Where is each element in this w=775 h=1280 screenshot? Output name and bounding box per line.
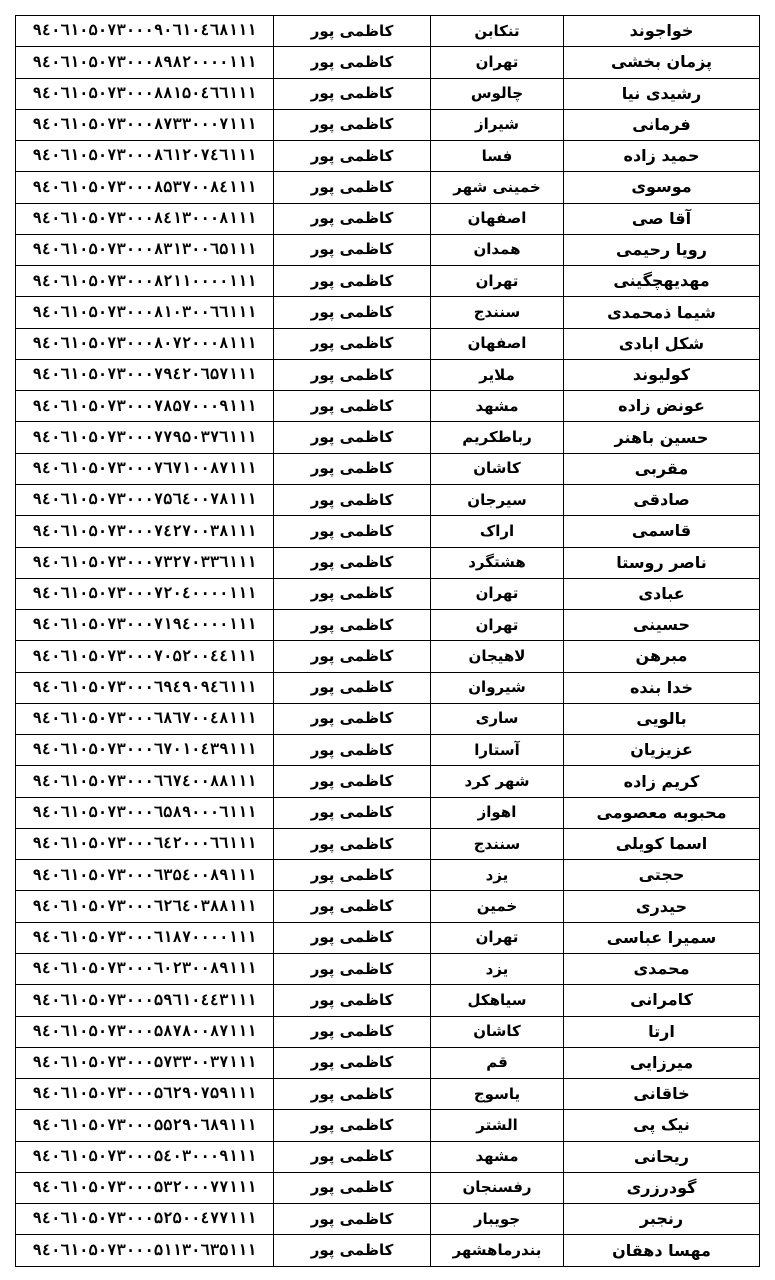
code-number-cell: ۹٤۰٦۱۰۵۰۷۳۰۰۰٦۲٦٤۰۳۸۸۱۱۱	[16, 891, 274, 922]
surname-cell: کاظمی پور	[274, 1172, 431, 1203]
table-row	[16, 203, 760, 234]
city-cell: همدان	[431, 234, 564, 265]
surname-cell: کاظمی پور	[274, 703, 431, 734]
surname-cell: کاظمی پور	[274, 1047, 431, 1078]
table-row	[16, 453, 760, 484]
code-number-cell: ۹٤۰٦۱۰۵۰۷۳۰۰۰۷۳۲۷۰۳۳٦۱۱۱	[16, 547, 274, 578]
city-cell: شیروان	[431, 672, 564, 703]
city-cell: تهران	[431, 266, 564, 297]
city-cell: تهران	[431, 578, 564, 609]
table-row	[16, 578, 760, 609]
surname-cell: کاظمی پور	[274, 109, 431, 140]
code-number-cell: ۹٤۰٦۱۰۵۰۷۳۰۰۰۸۹۸۲۰۰۰۰۱۱۱	[16, 47, 274, 78]
code-number-cell: ۹٤۰٦۱۰۵۰۷۳۰۰۰۸٤۱۳۰۰۰۸۱۱۱	[16, 203, 274, 234]
person-name-cell: محمدی	[564, 953, 760, 984]
city-cell: کاشان	[431, 1016, 564, 1047]
person-name-cell: مهسا دهقان	[564, 1235, 760, 1267]
code-number-cell: ۹٤۰٦۱۰۵۰۷۳۰۰۰۸٦۱۲۰۷٤٦۱۱۱	[16, 141, 274, 172]
person-name-cell: رویا رحیمی	[564, 234, 760, 265]
person-name-cell: عزیزیان	[564, 735, 760, 766]
city-cell: اصفهان	[431, 203, 564, 234]
code-number-cell: ۹٤۰٦۱۰۵۰۷۳۰۰۰٦۰۲۳۰۰۸۹۱۱۱	[16, 953, 274, 984]
surname-cell: کاظمی پور	[274, 78, 431, 109]
table-row	[16, 234, 760, 265]
city-cell: کاشان	[431, 453, 564, 484]
table-row	[16, 766, 760, 797]
person-name-cell: ارتا	[564, 1016, 760, 1047]
person-name-cell: رنجبر	[564, 1204, 760, 1235]
table-row	[16, 922, 760, 953]
surname-cell: کاظمی پور	[274, 297, 431, 328]
surname-cell: کاظمی پور	[274, 453, 431, 484]
table-row	[16, 547, 760, 578]
table-row	[16, 1235, 760, 1267]
surname-cell: کاظمی پور	[274, 1016, 431, 1047]
table-row	[16, 891, 760, 922]
surname-cell: کاظمی پور	[274, 828, 431, 859]
table-row	[16, 328, 760, 359]
person-name-cell: نیک پی	[564, 1110, 760, 1141]
surname-cell: کاظمی پور	[274, 484, 431, 515]
code-number-cell: ۹٤۰٦۱۰۵۰۷۳۰۰۰۷۹٤۲۰٦۵۷۱۱۱	[16, 359, 274, 390]
person-name-cell: عبادی	[564, 578, 760, 609]
person-name-cell: حجتی	[564, 860, 760, 891]
surname-cell: کاظمی پور	[274, 1204, 431, 1235]
person-name-cell: حسینی	[564, 610, 760, 641]
person-name-cell: ناصر روستا	[564, 547, 760, 578]
person-name-cell: قاسمی	[564, 516, 760, 547]
code-number-cell: ۹٤۰٦۱۰۵۰۷۳۰۰۰۸۰۷۲۰۰۰۸۱۱۱	[16, 328, 274, 359]
city-cell: آستارا	[431, 735, 564, 766]
city-cell: سیرجان	[431, 484, 564, 515]
surname-cell: کاظمی پور	[274, 359, 431, 390]
table-row	[16, 672, 760, 703]
city-cell: مشهد	[431, 391, 564, 422]
code-number-cell: ۹٤۰٦۱۰۵۰۷۳۰۰۰۵٤۰۳۰۰۰۹۱۱۱	[16, 1141, 274, 1172]
person-name-cell: فرمانی	[564, 109, 760, 140]
code-number-cell: ۹٤۰٦۱۰۵۰۷۳۰۰۰۵۵۲۹۰٦۸۹۱۱۱	[16, 1110, 274, 1141]
person-name-cell: حسین باهنر	[564, 422, 760, 453]
table-row	[16, 797, 760, 828]
code-number-cell: ۹٤۰٦۱۰۵۰۷۳۰۰۰۸۳۱۳۰۰٦۵۱۱۱	[16, 234, 274, 265]
code-number-cell: ۹٤۰٦۱۰۵۰۷۳۰۰۰۵۹٦۱۰٤٤۳۱۱۱	[16, 985, 274, 1016]
table-row	[16, 109, 760, 140]
person-name-cell: حیدری	[564, 891, 760, 922]
person-name-cell: کریم زاده	[564, 766, 760, 797]
city-cell: رفسنجان	[431, 1172, 564, 1203]
city-cell: ساری	[431, 703, 564, 734]
table-row	[16, 391, 760, 422]
table-row	[16, 953, 760, 984]
table-row	[16, 16, 760, 47]
table-row	[16, 860, 760, 891]
code-number-cell: ۹٤۰٦۱۰۵۰۷۳۰۰۰۷۱۹٤۰۰۰۰۱۱۱	[16, 610, 274, 641]
table-row	[16, 1016, 760, 1047]
city-cell: سنندج	[431, 297, 564, 328]
surname-cell: کاظمی پور	[274, 1110, 431, 1141]
code-number-cell: ۹٤۰٦۱۰۵۰۷۳۰۰۰۸۷۳۳۰۰۰۷۱۱۱	[16, 109, 274, 140]
code-number-cell: ۹٤۰٦۱۰۵۰۷۳۰۰۰۷۸۵۷۰۰۰۹۱۱۱	[16, 391, 274, 422]
surname-cell: کاظمی پور	[274, 328, 431, 359]
surname-cell: کاظمی پور	[274, 16, 431, 47]
table-row	[16, 359, 760, 390]
person-name-cell: اسما کویلی	[564, 828, 760, 859]
surname-cell: کاظمی پور	[274, 641, 431, 672]
code-number-cell: ۹٤۰٦۱۰۵۰۷۳۰۰۰٦۵۸۹۰۰۰٦۱۱۱	[16, 797, 274, 828]
code-number-cell: ۹٤۰٦۱۰۵۰۷۳۰۰۰۷٤۲۷۰۰۳۸۱۱۱	[16, 516, 274, 547]
city-cell: یزد	[431, 860, 564, 891]
person-name-cell: مقربی	[564, 453, 760, 484]
table-row	[16, 610, 760, 641]
person-name-cell: میرزایی	[564, 1047, 760, 1078]
table-row	[16, 78, 760, 109]
table-row	[16, 484, 760, 515]
person-name-cell: حمید زاده	[564, 141, 760, 172]
code-number-cell: ۹٤۰٦۱۰۵۰۷۳۰۰۰۸۱۰۳۰۰٦٦۱۱۱	[16, 297, 274, 328]
city-cell: اراک	[431, 516, 564, 547]
code-number-cell: ۹٤۰٦۱۰۵۰۷۳۰۰۰۷۰۵۲۰۰٤٤۱۱۱	[16, 641, 274, 672]
code-number-cell: ۹٤۰٦۱۰۵۰۷۳۰۰۰٦۷۰۱۰٤۳۹۱۱۱	[16, 735, 274, 766]
table-row	[16, 1204, 760, 1235]
city-cell: ملایر	[431, 359, 564, 390]
city-cell: هشتگرد	[431, 547, 564, 578]
city-cell: مشهد	[431, 1141, 564, 1172]
surname-cell: کاظمی پور	[274, 860, 431, 891]
code-number-cell: ۹٤۰٦۱۰۵۰۷۳۰۰۰۷۲۰٤۰۰۰۰۱۱۱	[16, 578, 274, 609]
surname-cell: کاظمی پور	[274, 735, 431, 766]
code-number-cell: ۹٤۰٦۱۰۵۰۷۳۰۰۰۵٦۲۹۰۷۵۹۱۱۱	[16, 1079, 274, 1110]
city-cell: چالوس	[431, 78, 564, 109]
person-name-cell: خدا بنده	[564, 672, 760, 703]
code-number-cell: ۹٤۰٦۱۰۵۰۷۳۰۰۰۸۵۳۷۰۰۸٤۱۱۱	[16, 172, 274, 203]
person-name-cell: محبوبه معصومی	[564, 797, 760, 828]
surname-cell: کاظمی پور	[274, 547, 431, 578]
surname-cell: کاظمی پور	[274, 797, 431, 828]
person-name-cell: صادقی	[564, 484, 760, 515]
person-name-cell: خاقانی	[564, 1079, 760, 1110]
city-cell: الشتر	[431, 1110, 564, 1141]
surname-cell: کاظمی پور	[274, 141, 431, 172]
city-cell: تنکابن	[431, 16, 564, 47]
table-row	[16, 422, 760, 453]
code-number-cell: ۹٤۰٦۱۰۵۰۷۳۰۰۰۵۲۵۰۰٤۷۷۱۱۱	[16, 1204, 274, 1235]
code-number-cell: ۹٤۰٦۱۰۵۰۷۳۰۰۰٦۸٦۷۰۰٤۸۱۱۱	[16, 703, 274, 734]
city-cell: شیراز	[431, 109, 564, 140]
person-name-cell: عونض زاده	[564, 391, 760, 422]
person-name-cell: آقا صی	[564, 203, 760, 234]
city-cell: لاهیجان	[431, 641, 564, 672]
person-name-cell: بالویی	[564, 703, 760, 734]
table-row	[16, 828, 760, 859]
table-row	[16, 141, 760, 172]
person-name-cell: شکل ابادی	[564, 328, 760, 359]
surname-cell: کاظمی پور	[274, 47, 431, 78]
city-cell: اصفهان	[431, 328, 564, 359]
city-cell: تهران	[431, 47, 564, 78]
table-row	[16, 297, 760, 328]
code-number-cell: ۹٤۰٦۱۰۵۰۷۳۰۰۰۷۵٦٤۰۰۷۸۱۱۱	[16, 484, 274, 515]
code-number-cell: ۹٤۰٦۱۰۵۰۷۳۰۰۰۵۸۷۸۰۰۸۷۱۱۱	[16, 1016, 274, 1047]
person-name-cell: کولیوند	[564, 359, 760, 390]
city-cell: سنندج	[431, 828, 564, 859]
surname-cell: کاظمی پور	[274, 172, 431, 203]
city-cell: تهران	[431, 610, 564, 641]
table-row	[16, 641, 760, 672]
surname-cell: کاظمی پور	[274, 422, 431, 453]
city-cell: بندرماهشهر	[431, 1235, 564, 1267]
code-number-cell: ۹٤۰٦۱۰۵۰۷۳۰۰۰۷۷۹۵۰۳۷٦۱۱۱	[16, 422, 274, 453]
surname-cell: کاظمی پور	[274, 953, 431, 984]
table-row	[16, 703, 760, 734]
code-number-cell: ۹٤۰٦۱۰۵۰۷۳۰۰۰۵۱۱۳۰٦۳۵۱۱۱	[16, 1235, 274, 1267]
surname-cell: کاظمی پور	[274, 891, 431, 922]
city-cell: خمینی شهر	[431, 172, 564, 203]
city-cell: یزد	[431, 953, 564, 984]
person-name-cell: ریحانی	[564, 1141, 760, 1172]
city-cell: سیاهکل	[431, 985, 564, 1016]
table-row	[16, 1047, 760, 1078]
code-number-cell: ۹٤۰٦۱۰۵۰۷۳۰۰۰٦٦۷٤۰۰۸۸۱۱۱	[16, 766, 274, 797]
city-cell: رباطکریم	[431, 422, 564, 453]
surname-cell: کاظمی پور	[274, 922, 431, 953]
person-name-cell: شیما ذمحمدی	[564, 297, 760, 328]
table-row	[16, 266, 760, 297]
surname-cell: کاظمی پور	[274, 266, 431, 297]
city-cell: فسا	[431, 141, 564, 172]
surname-cell: کاظمی پور	[274, 1141, 431, 1172]
code-number-cell: ۹٤۰٦۱۰۵۰۷۳۰۰۰۵۳۲۰۰۰۷۷۱۱۱	[16, 1172, 274, 1203]
table-row	[16, 735, 760, 766]
surname-cell: کاظمی پور	[274, 578, 431, 609]
table-row	[16, 172, 760, 203]
code-number-cell: ۹٤۰٦۱۰۵۰۷۳۰۰۰٦۳۵٤۰۰۸۹۱۱۱	[16, 860, 274, 891]
surname-cell: کاظمی پور	[274, 610, 431, 641]
surname-cell: کاظمی پور	[274, 516, 431, 547]
table-row	[16, 1110, 760, 1141]
table-row	[16, 1172, 760, 1203]
code-number-cell: ۹٤۰٦۱۰۵۰۷۳۰۰۰۵۷۳۳۰۰۳۷۱۱۱	[16, 1047, 274, 1078]
person-name-cell: مهدیهچگینی	[564, 266, 760, 297]
surname-cell: کاظمی پور	[274, 1079, 431, 1110]
table-row	[16, 985, 760, 1016]
code-number-cell: ۹٤۰٦۱۰۵۰۷۳۰۰۰٦۹٤۹۰۹٤٦۱۱۱	[16, 672, 274, 703]
person-name-cell: مبرهن	[564, 641, 760, 672]
table-row	[16, 1079, 760, 1110]
person-name-cell: کامرانی	[564, 985, 760, 1016]
surname-cell: کاظمی پور	[274, 203, 431, 234]
city-cell: اهواز	[431, 797, 564, 828]
city-cell: یاسوج	[431, 1079, 564, 1110]
surname-cell: کاظمی پور	[274, 766, 431, 797]
city-cell: شهر کرد	[431, 766, 564, 797]
person-name-cell: رشیدی نیا	[564, 78, 760, 109]
city-cell: خمین	[431, 891, 564, 922]
surname-cell: کاظمی پور	[274, 985, 431, 1016]
person-name-cell: گودرزری	[564, 1172, 760, 1203]
code-number-cell: ۹٤۰٦۱۰۵۰۷۳۰۰۰۷٦۷۱۰۰۸۷۱۱۱	[16, 453, 274, 484]
code-number-cell: ۹٤۰٦۱۰۵۰۷۳۰۰۰٦۱۸۷۰۰۰۰۱۱۱	[16, 922, 274, 953]
person-name-cell: سمیرا عباسی	[564, 922, 760, 953]
code-number-cell: ۹٤۰٦۱۰۵۰۷۳۰۰۰٦٤۲۰۰۰٦٦۱۱۱	[16, 828, 274, 859]
code-number-cell: ۹٤۰٦۱۰۵۰۷۳۰۰۰۸۸۱۵۰٤٦٦۱۱۱	[16, 78, 274, 109]
person-name-cell: پزمان بخشی	[564, 47, 760, 78]
surname-cell: کاظمی پور	[274, 1235, 431, 1267]
person-name-cell: خواجوند	[564, 16, 760, 47]
table-row	[16, 1141, 760, 1172]
person-name-cell: موسوی	[564, 172, 760, 203]
code-number-cell: ۹٤۰٦۱۰۵۰۷۳۰۰۰۸۲۱۱۰۰۰۰۱۱۱	[16, 266, 274, 297]
surname-cell: کاظمی پور	[274, 391, 431, 422]
surname-cell: کاظمی پور	[274, 234, 431, 265]
table-row	[16, 516, 760, 547]
document-sheet	[15, 15, 760, 1267]
records-table-body	[16, 16, 760, 1267]
city-cell: تهران	[431, 922, 564, 953]
surname-cell: کاظمی پور	[274, 672, 431, 703]
code-number-cell: ۹٤۰٦۱۰۵۰۷۳۰۰۰۹۰٦۱۰٤٦۸۱۱۱	[16, 16, 274, 47]
city-cell: جویبار	[431, 1204, 564, 1235]
records-table	[15, 15, 760, 1267]
table-row	[16, 47, 760, 78]
city-cell: قم	[431, 1047, 564, 1078]
